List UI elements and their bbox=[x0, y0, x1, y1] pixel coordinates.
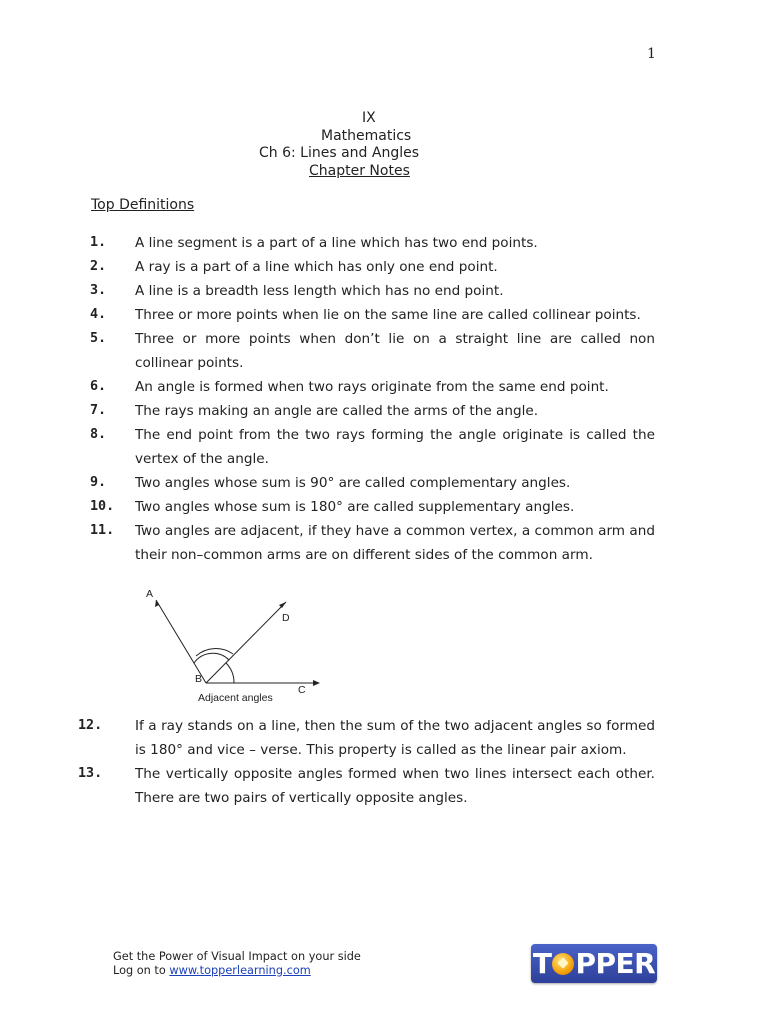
angle-abd-arc bbox=[194, 653, 229, 663]
definition-number: 4. bbox=[90, 307, 107, 322]
star-icon bbox=[552, 953, 574, 975]
definitions-list bbox=[0, 231, 768, 567]
definition-item bbox=[0, 327, 768, 375]
definition-item bbox=[0, 279, 768, 303]
logo-text-left: T bbox=[532, 947, 552, 980]
label-c: C bbox=[298, 684, 306, 696]
definition-number: 6. bbox=[90, 379, 107, 394]
arrow-d-icon bbox=[279, 602, 286, 608]
definition-number: 10. bbox=[90, 499, 115, 514]
footer-logon bbox=[113, 964, 361, 978]
definition-item bbox=[0, 762, 768, 810]
definition-text: A line segment is a part of a line which has two end points. bbox=[135, 235, 538, 251]
footer bbox=[113, 950, 361, 977]
definition-text: Two angles whose sum is 180° are called supplementary angles. bbox=[135, 499, 575, 515]
definition-item bbox=[0, 255, 768, 279]
definition-text: A ray is a part of a line which has only one end point. bbox=[135, 259, 498, 275]
definition-item bbox=[0, 495, 768, 519]
definition-item bbox=[0, 714, 768, 762]
definitions-list-continued bbox=[0, 714, 768, 810]
adjacent-angles-figure bbox=[140, 582, 340, 712]
logo-text-right: PPER bbox=[575, 947, 656, 980]
definition-text: If a ray stands on a line, then the sum of the two adjacent angles so formed is 180° and vice – verse. This property is called as the linear pair axiom. bbox=[135, 718, 655, 758]
definition-item bbox=[0, 519, 768, 567]
definition-text: An angle is formed when two rays originate from the same end point. bbox=[135, 379, 609, 395]
footer-logon-prefix: Log on to bbox=[113, 963, 170, 977]
grade-heading: IX bbox=[362, 110, 376, 126]
definition-text: The rays making an angle are called the arms of the angle. bbox=[135, 403, 539, 419]
label-a: A bbox=[146, 588, 154, 600]
definition-item bbox=[0, 423, 768, 471]
label-b: B bbox=[195, 673, 203, 685]
definition-item bbox=[0, 399, 768, 423]
subject-heading: Mathematics bbox=[321, 127, 412, 144]
definition-number: 12. bbox=[78, 718, 103, 733]
definition-number: 8. bbox=[90, 427, 107, 442]
definition-item bbox=[0, 303, 768, 327]
document-header bbox=[0, 110, 768, 180]
figure-caption: Adjacent angles bbox=[198, 692, 273, 704]
label-d: D bbox=[282, 612, 290, 624]
definition-item bbox=[0, 471, 768, 495]
definition-number: 11. bbox=[90, 523, 115, 538]
definition-item bbox=[0, 231, 768, 255]
definition-number: 7. bbox=[90, 403, 107, 418]
notes-heading: Chapter Notes bbox=[309, 162, 410, 179]
definition-text: A line is a breadth less length which has no end point. bbox=[135, 283, 504, 299]
topper-logo-wordmark bbox=[533, 947, 655, 980]
definition-number: 13. bbox=[78, 766, 103, 781]
definition-text: The vertically opposite angles formed when two lines intersect each other. There are two pairs of vertically opposite angles. bbox=[135, 766, 655, 806]
definition-number: 9. bbox=[90, 475, 107, 490]
chapter-heading: Ch 6: Lines and Angles bbox=[259, 145, 420, 161]
definition-item bbox=[0, 375, 768, 399]
definition-number: 5. bbox=[90, 331, 107, 346]
ray-bd bbox=[206, 602, 286, 683]
topper-logo bbox=[531, 944, 657, 983]
definition-number: 1. bbox=[90, 235, 107, 250]
definition-number: 3. bbox=[90, 283, 107, 298]
definition-text: Two angles whose sum is 90° are called complementary angles. bbox=[135, 475, 571, 491]
website-link[interactable]: www.topperlearning.com bbox=[169, 963, 311, 977]
arrow-c-icon bbox=[313, 680, 320, 686]
ray-ba bbox=[156, 600, 206, 683]
definition-text: The end point from the two rays forming the angle originate is called the vertex of the angle. bbox=[135, 427, 655, 467]
definition-text: Three or more points when don’t lie on a straight line are called non collinear points. bbox=[135, 331, 655, 371]
definition-text: Two angles are adjacent, if they have a common vertex, a common arm and their non–common arms are on different sides of the common arm. bbox=[135, 523, 655, 563]
footer-tagline: Get the Power of Visual Impact on your side bbox=[113, 950, 361, 963]
angle-dbc-arc bbox=[226, 663, 234, 683]
definition-number: 2. bbox=[90, 259, 107, 274]
definition-text: Three or more points when lie on the same line are called collinear points. bbox=[135, 307, 641, 323]
angle-abd-arc-outer bbox=[196, 649, 233, 656]
page-number: 1 bbox=[647, 46, 656, 62]
section-title: Top Definitions bbox=[91, 197, 195, 213]
